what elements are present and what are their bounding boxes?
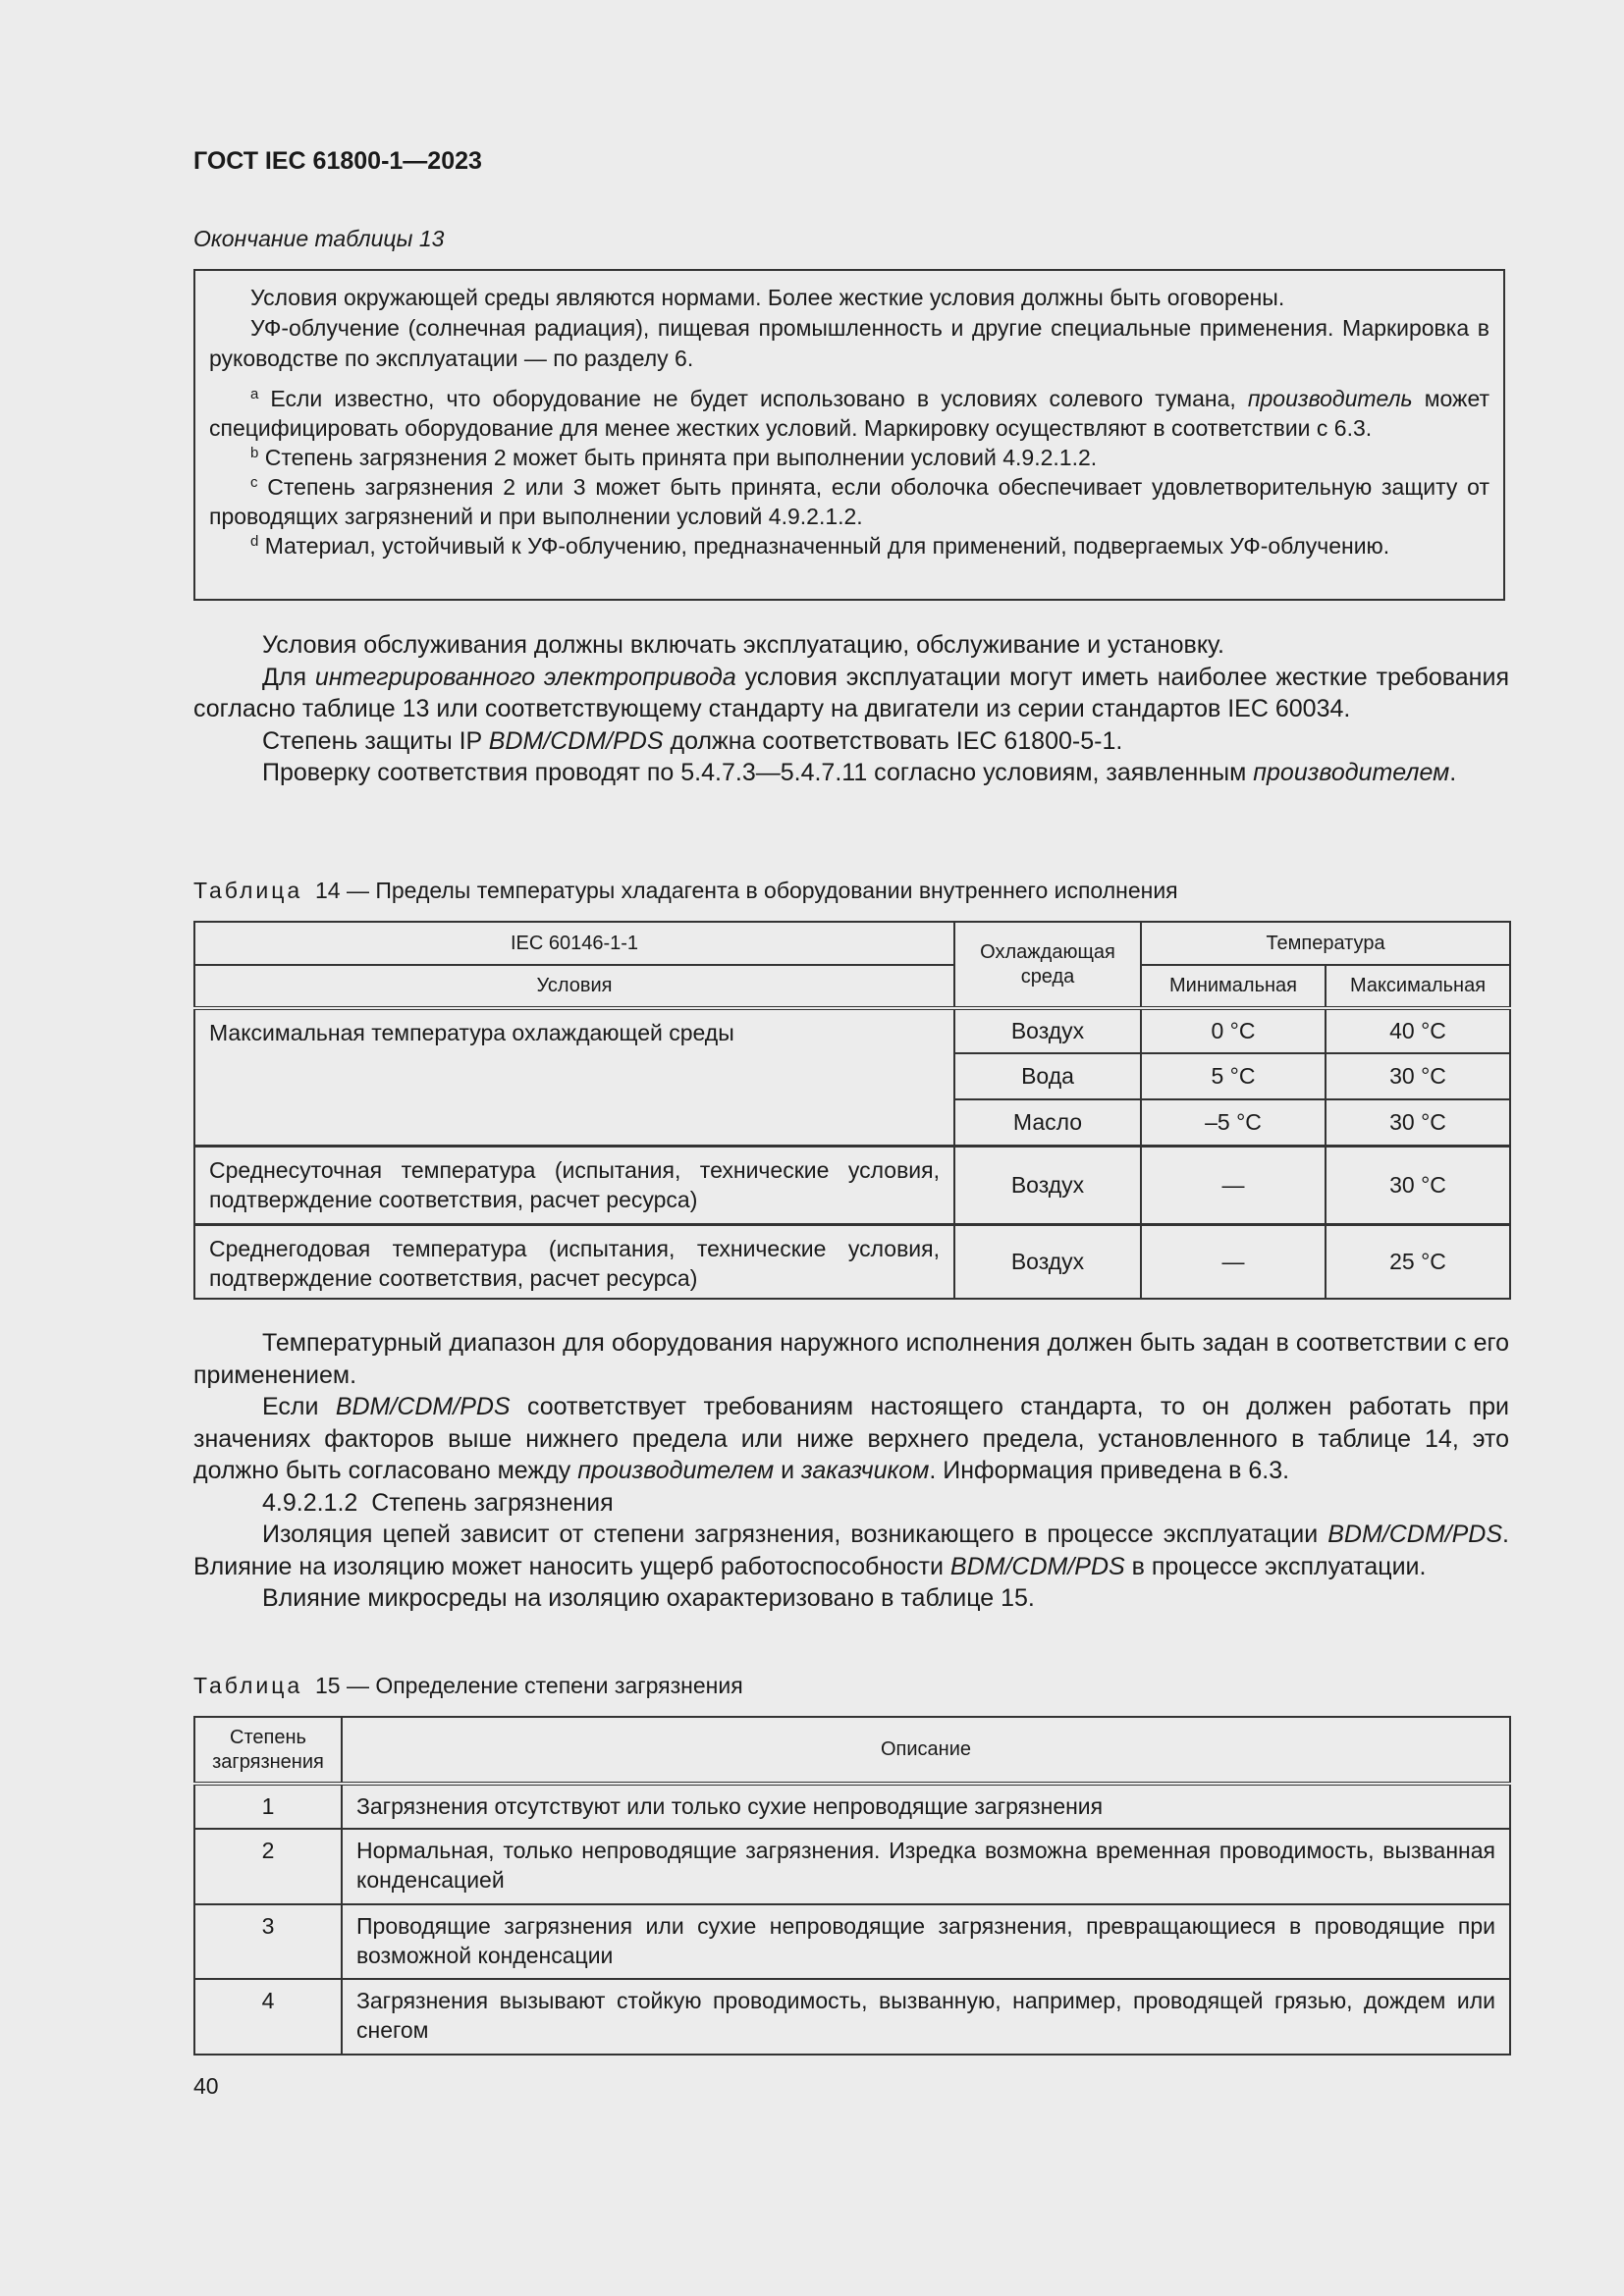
document-header: ГОСТ IEC 61800-1—2023 xyxy=(193,147,482,175)
header-cell: Максимальная xyxy=(1326,965,1510,1008)
header-cell: Температура xyxy=(1141,922,1510,965)
table-row xyxy=(194,1008,1510,1053)
cell: Воздух xyxy=(954,1008,1141,1053)
paragraph: Условия обслуживания должны включать эксплуатацию, обслуживание и установку. xyxy=(262,631,1224,659)
footnote-mark: a xyxy=(250,386,259,402)
cell: 30 °С xyxy=(1326,1146,1510,1224)
cell: Среднесуточная температура (испытания, технические условия, подтверждение соответствия, расчет ресурса) xyxy=(194,1146,954,1224)
cell: 4 xyxy=(194,1979,342,2055)
cell: Вода xyxy=(954,1053,1141,1099)
footnote-mark: b xyxy=(250,445,259,461)
table-row xyxy=(194,1784,1510,1829)
cell: Воздух xyxy=(954,1146,1141,1224)
table15 xyxy=(193,1716,1511,2056)
paragraph: Если BDM/CDM/PDS соответствует требованиям настоящего стандарта, то он должен работать при значениях факторов выше нижнего предела или ниже верхнего предела, установленного в таблице 14, это должно быть согласовано между производителем и заказчиком. Информация приведена в 6.3. xyxy=(193,1393,1509,1484)
cell: 30 °С xyxy=(1326,1053,1510,1099)
cell: — xyxy=(1141,1146,1326,1224)
body-text-block xyxy=(193,629,1509,789)
cell: Нормальная, только непроводящие загрязнения. Изредка возможна временная проводимость, вызванная конденсацией xyxy=(342,1829,1510,1904)
table15-caption: Таблица 15 — Определение степени загрязнения xyxy=(193,1673,743,1698)
paragraph: Изоляция цепей зависит от степени загрязнения, возникающего в процессе эксплуатации BDM/CDM/PDS. Влияние на изоляцию может наносить ущерб работоспособности BDM/CDM/PDS в процессе эксплуатации. xyxy=(193,1521,1509,1580)
header-cell: Охлаждающая среда xyxy=(954,922,1141,1008)
cell: 2 xyxy=(194,1829,342,1904)
paragraph: Степень защиты IP BDM/CDM/PDS должна соответствовать IEC 61800-5-1. xyxy=(262,726,1123,755)
header-cell: Описание xyxy=(342,1717,1510,1784)
cell: 1 xyxy=(194,1784,342,1829)
cell: 25 °С xyxy=(1326,1224,1510,1299)
cell: 30 °С xyxy=(1326,1099,1510,1146)
header-cell: Условия xyxy=(194,965,954,1008)
header-cell: Степень загрязнения xyxy=(194,1717,342,1784)
page-number: 40 xyxy=(193,2073,219,2099)
table-continuation-caption: Окончание таблицы 13 xyxy=(193,226,445,251)
cell: Воздух xyxy=(954,1224,1141,1299)
cell: Загрязнения отсутствуют или только сухие непроводящие загрязнения xyxy=(342,1784,1510,1829)
footnote-mark: d xyxy=(250,533,259,550)
body-text-block xyxy=(193,1327,1509,1615)
table-row xyxy=(194,1829,1510,1904)
table14 xyxy=(193,921,1511,1300)
cell: Проводящие загрязнения или сухие непроводящие загрязнения, превращающиеся в проводящие при возможной конденсации xyxy=(342,1904,1510,1979)
paragraph: Проверку соответствия проводят по 5.4.7.3—5.4.7.11 согласно условиям, заявленным производителем. xyxy=(262,759,1457,786)
table14-caption: Таблица 14 — Пределы температуры хладагента в оборудовании внутреннего исполнения xyxy=(193,878,1178,903)
note-line: УФ-облучение (солнечная радиация), пищевая промышленность и другие специальные применения. Маркировка в руководстве по эксплуатации — по разделу 6. xyxy=(209,315,1489,371)
cell: Максимальная температура охлаждающей среды xyxy=(194,1008,954,1146)
cell: 40 °С xyxy=(1326,1008,1510,1053)
header-cell: Минимальная xyxy=(1141,965,1326,1008)
section-heading: 4.9.2.1.2 Степень загрязнения xyxy=(262,1488,614,1517)
paragraph: Температурный диапазон для оборудования наружного исполнения должен быть задан в соответствии с его применением. xyxy=(193,1329,1509,1389)
table13-notes-box xyxy=(193,269,1505,601)
table-row xyxy=(194,1146,1510,1224)
table-row xyxy=(194,1979,1510,2055)
cell: Среднегодовая температура (испытания, технические условия, подтверждение соответствия, расчет ресурса) xyxy=(194,1224,954,1299)
paragraph: Влияние микросреды на изоляцию охарактеризовано в таблице 15. xyxy=(262,1584,1035,1612)
note-line: Условия окружающей среды являются нормами. Более жесткие условия должны быть оговорены. xyxy=(250,285,1285,310)
header-cell: IEC 60146-1-1 xyxy=(194,922,954,965)
footnote-b: $^b$ Степень загрязнения 2 может быть принята при выполнении условий 4.9.2.1.2. xyxy=(250,445,1098,470)
cell: 0 °С xyxy=(1141,1008,1326,1053)
footnote-c: $^c$ Степень загрязнения 2 или 3 может быть принята, если оболочка обеспечивает удовлетворительную защиту от проводящих загрязнений и при выполнении условий 4.9.2.1.2. xyxy=(209,474,1489,529)
table-row xyxy=(194,1904,1510,1979)
footnote-mark: c xyxy=(250,474,258,491)
cell: Масло xyxy=(954,1099,1141,1146)
cell: — xyxy=(1141,1224,1326,1299)
cell: Загрязнения вызывают стойкую проводимость, вызванную, например, проводящей грязью, дождем или снегом xyxy=(342,1979,1510,2055)
footnote-a: $^a$ Если известно, что оборудование не будет использовано в условиях солевого тумана, производитель может специфицировать оборудование для менее жестких условий. Маркировку осуществляют в соответствии с 6.3. xyxy=(209,386,1490,441)
table-row xyxy=(194,1224,1510,1299)
cell: 3 xyxy=(194,1904,342,1979)
cell: –5 °С xyxy=(1141,1099,1326,1146)
footnote-d: $^d$ Материал, устойчивый к УФ-облучению, предназначенный для применений, подвергаемых УФ-облучению. xyxy=(250,533,1390,559)
paragraph: Для интегрированного электропривода условия эксплуатации могут иметь наиболее жесткие требования согласно таблице 13 или соответствующему стандарту на двигатели из серии стандартов IEC 60034. xyxy=(193,663,1509,722)
cell: 5 °С xyxy=(1141,1053,1326,1099)
